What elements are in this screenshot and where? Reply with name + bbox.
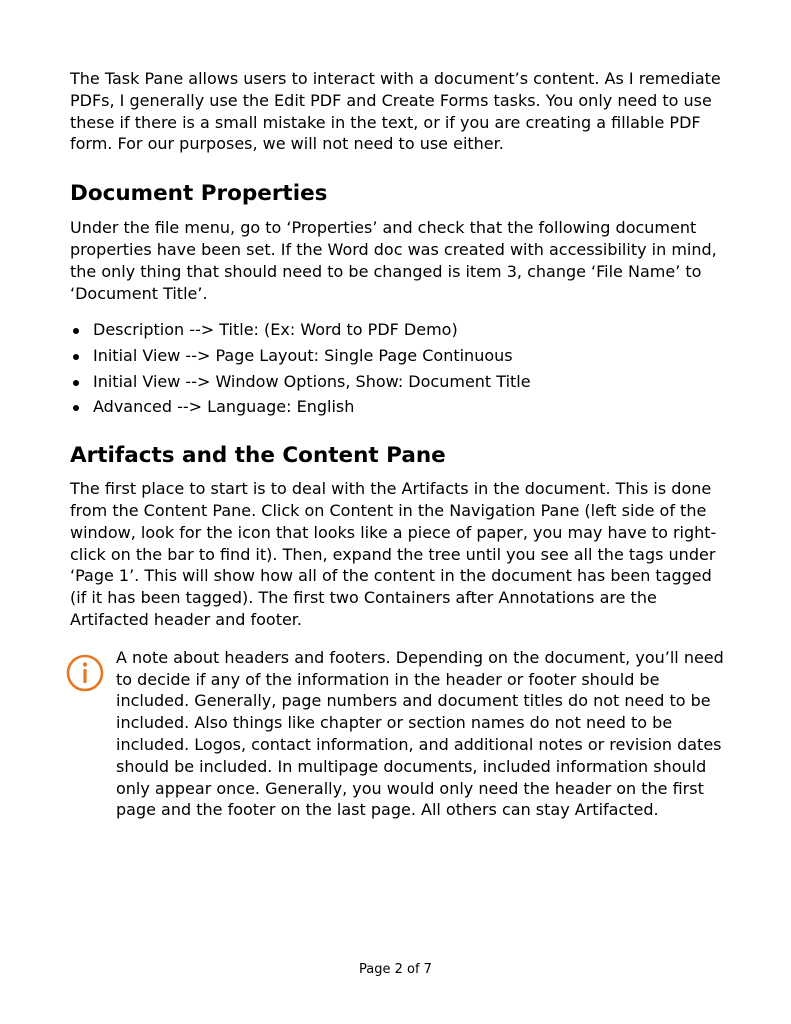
list-item-text: Advanced --> Language: English (93, 397, 355, 417)
note-text: A note about headers and footers. Depending on the document, you’ll need to decide if any of the information in the header or footer should be included. Generally, page numbers and document titles do not need to be included. Also things like chapter or section names do not need to be included. Logos, contact information, and additional notes or revision dates should be included. In multipage documents, included information should only appear once. Generally, you would only need the header on the first page and the footer on the last page. All others can stay Artifacted. (116, 647, 724, 820)
bullet-icon (73, 328, 79, 334)
list-item-text: Initial View --> Window Options, Show: Document Title (93, 371, 531, 391)
heading-artifacts-content-pane: Artifacts and the Content Pane (70, 443, 446, 469)
list-item (70, 394, 730, 420)
bullet-icon (73, 380, 79, 386)
page-footer: Page 2 of 7 (359, 962, 432, 977)
document-properties-list (70, 317, 730, 420)
info-icon (66, 654, 104, 692)
document-page (70, 68, 730, 821)
list-item (70, 317, 730, 343)
list-item-text: Initial View --> Page Layout: Single Page Continuous (93, 346, 513, 366)
list-item (70, 343, 730, 369)
bullet-icon (73, 405, 79, 411)
intro-paragraph: The Task Pane allows users to interact with a document’s content. As I remediate PDFs, I generally use the Edit PDF and Create Forms tasks. You only need to use these if there is a small mistake in the text, or if you are creating a fillable PDF form. For our purposes, we will not need to use either. (70, 69, 721, 154)
bullet-icon (73, 354, 79, 360)
heading-document-properties: Document Properties (70, 181, 328, 207)
list-item (70, 369, 730, 395)
list-item-text: Description --> Title: (Ex: Word to PDF Demo) (93, 320, 458, 340)
artifacts-paragraph: The first place to start is to deal with the Artifacts in the document. This is done from the Content Pane. Click on Content in the Navigation Pane (left side of the window, look for the icon that looks like a piece of paper, you may have to right-click on the bar to find it). Then, expand the tree until you see all the tags under ‘Page 1’. This will show how all of the content in the document has been tagged (if it has been tagged). The first two Containers after Annotations are the Artifacted header and footer. (70, 479, 717, 629)
info-note (70, 647, 730, 821)
document-properties-paragraph: Under the file menu, go to ‘Properties’ and check that the following document properties have been set. If the Word doc was created with accessibility in mind, the only thing that should need to be changed is item 3, change ‘File Name’ to ‘Document Title’. (70, 218, 717, 303)
